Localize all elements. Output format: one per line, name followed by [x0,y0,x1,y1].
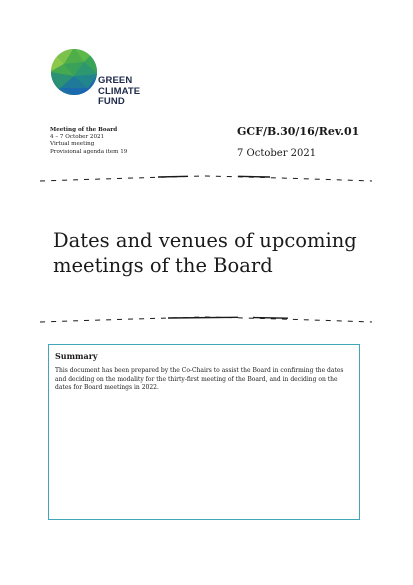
document-title: Dates and venues of upcoming meetings of the Board [53,229,357,277]
summary-text: This document has been prepared by the Co-Chairs to assist the Board in confirming the dates and deciding on the modality for the thirty-first meeting of the Board, and in deciding on the dates for Board meetings in 2022. [55,367,344,392]
divider-bottom [38,316,374,324]
meeting-dates: 4 – 7 October 2021 [50,134,105,141]
logo-line-climate: CLIMATE [98,85,141,97]
globe-logo-icon [50,48,98,96]
summary-heading: Summary [55,351,98,361]
agenda-item: Provisional agenda item 19 [50,148,128,155]
logo-line-fund: FUND [98,96,125,107]
meeting-info [50,127,200,156]
divider-top [38,175,374,183]
green-climate-fund-logo [50,48,150,108]
logo-line-green: GREEN [98,75,133,86]
meeting-title: Meeting of the Board [50,127,118,133]
document-date: 7 October 2021 [237,148,317,159]
meeting-mode: Virtual meeting [50,141,95,148]
document-reference: GCF/B.30/16/Rev.01 [237,125,360,138]
summary-box [48,344,360,520]
logo-wordmark [98,76,140,108]
